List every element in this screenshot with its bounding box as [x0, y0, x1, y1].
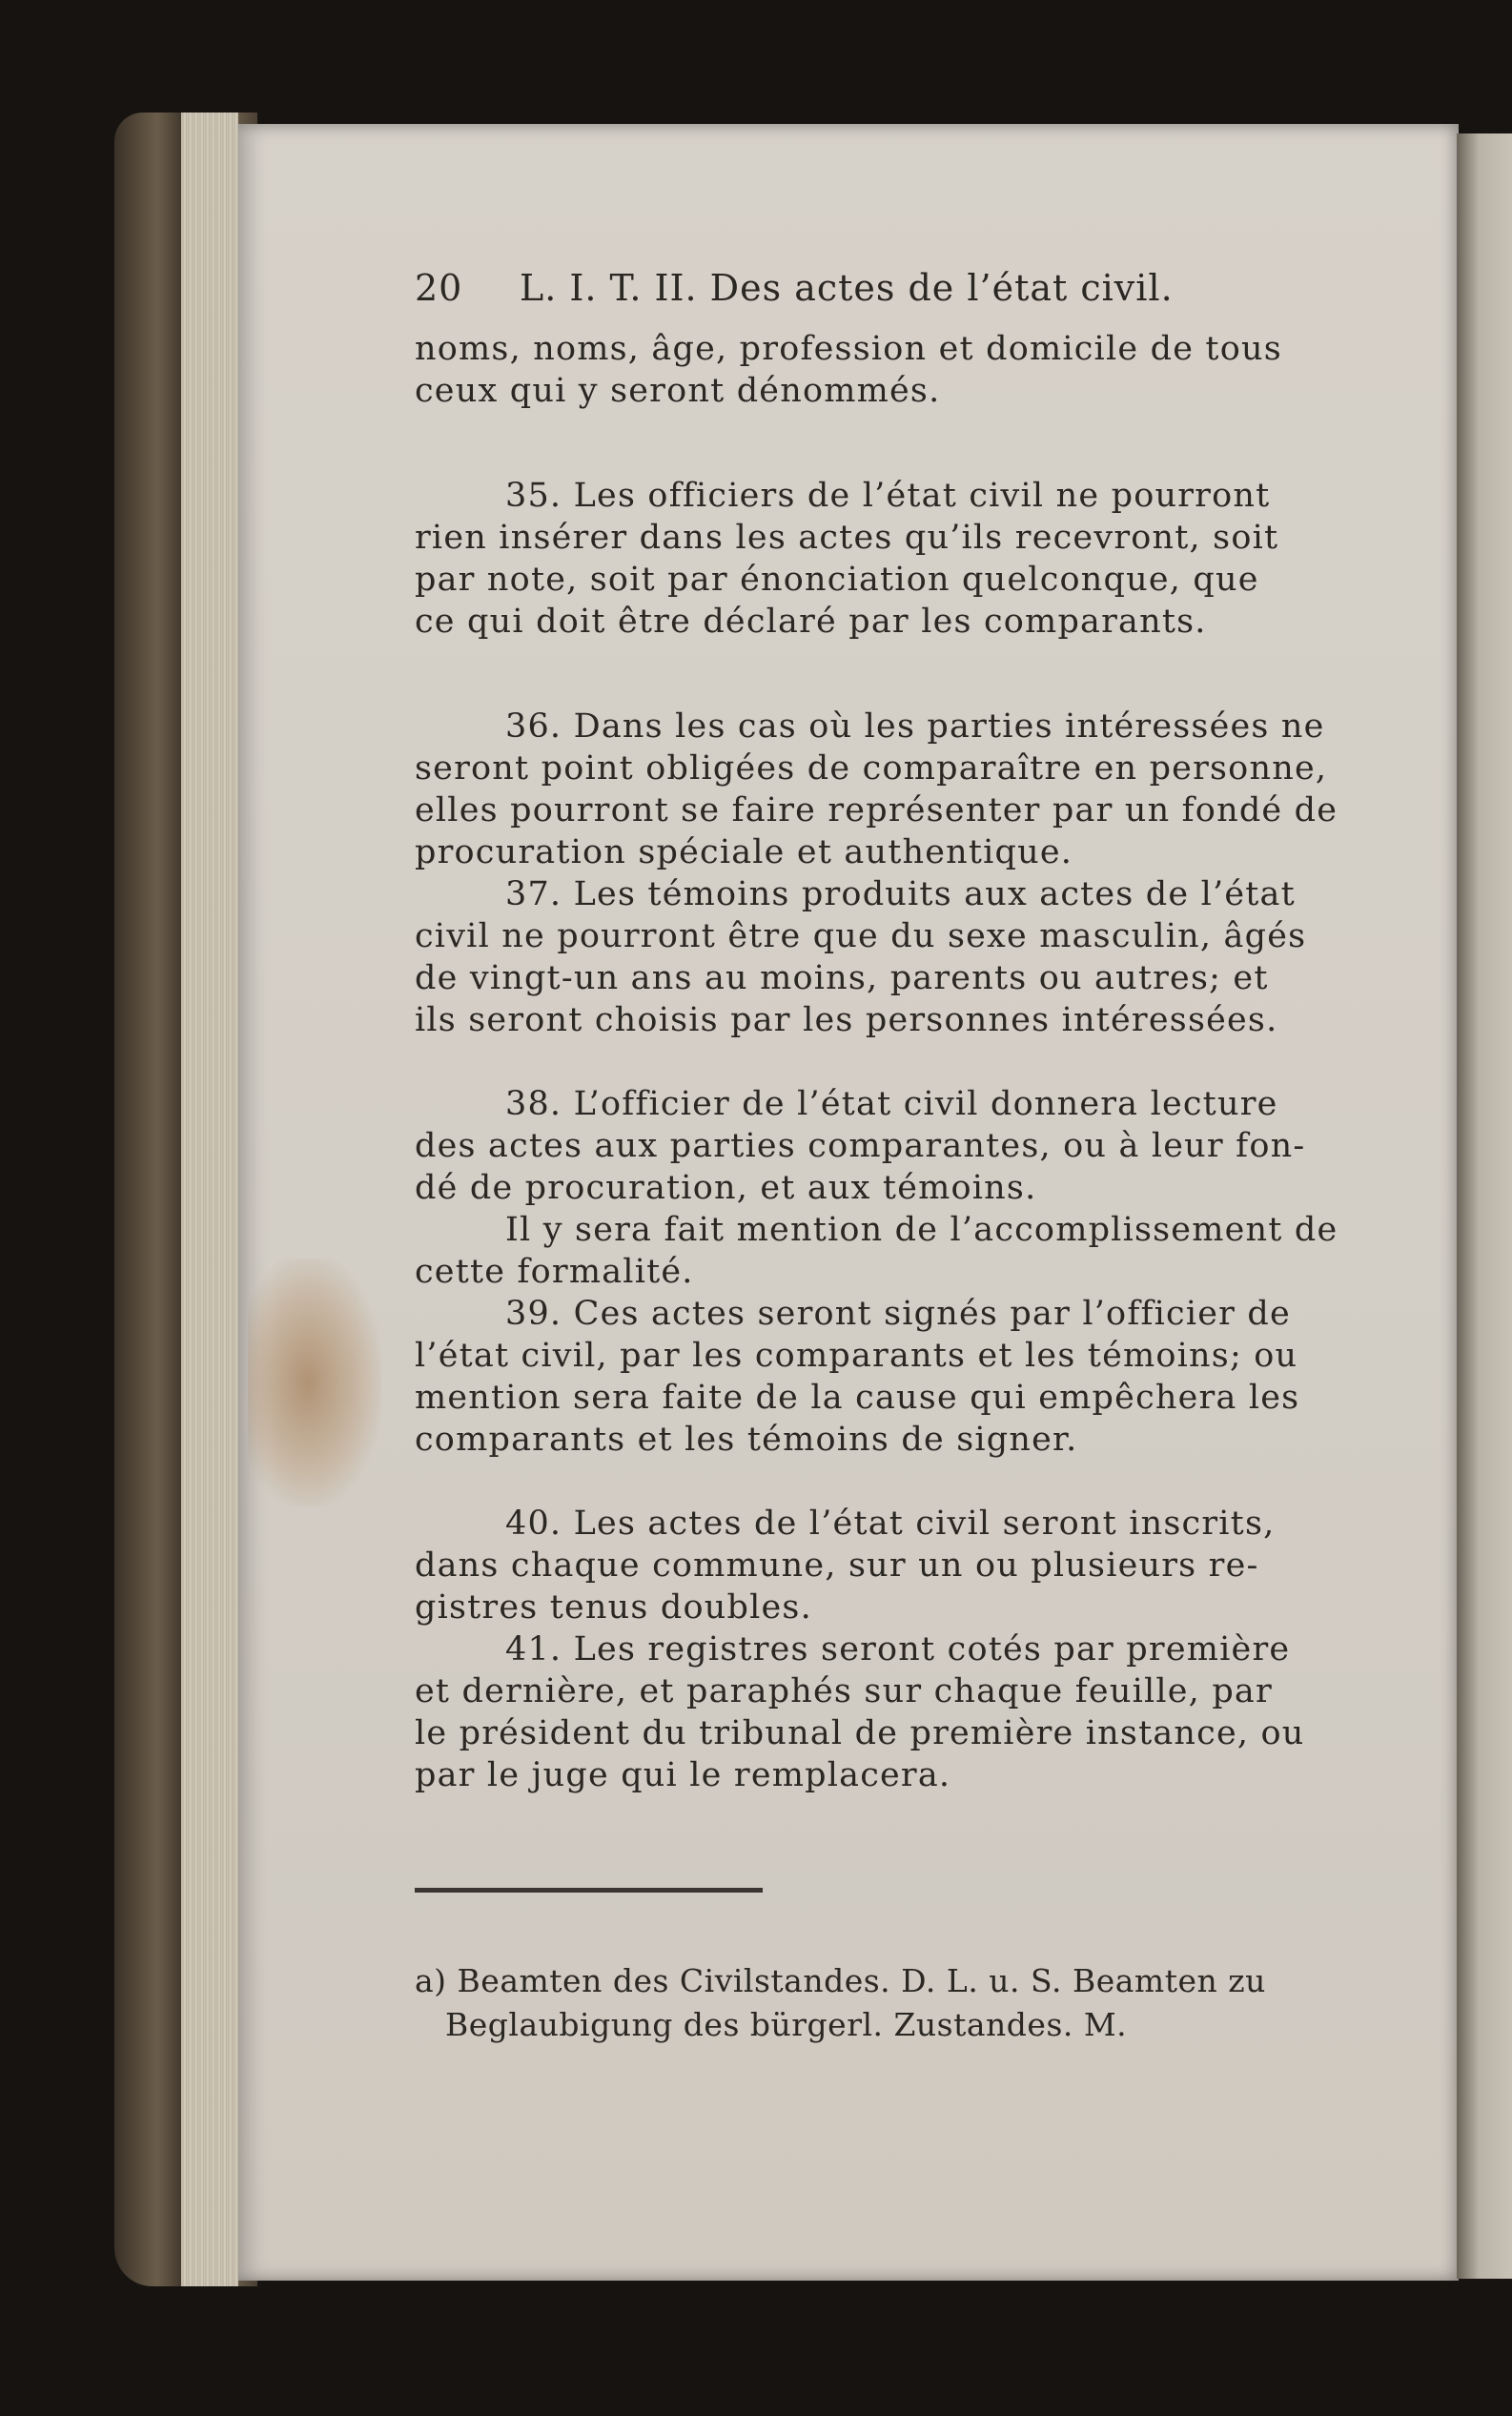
- page-text: [415, 267, 1378, 2047]
- footnote-rule: [415, 1888, 763, 1893]
- article-first-line: 36. Dans les cas où les parties intéressées ne: [505, 707, 1325, 746]
- text-line: elles pourront se faire représenter par un fondé de: [415, 791, 1338, 829]
- text-line: cette formalité.: [415, 1253, 694, 1291]
- text-line: l’état civil, par les comparants et les témoins; ou: [415, 1337, 1298, 1375]
- article-38-continued: [415, 1209, 1378, 1293]
- text-line: et dernière, et paraphés sur chaque feuille, par: [415, 1672, 1273, 1710]
- running-title: L. I. T. II. Des actes de l’état civil.: [520, 267, 1174, 309]
- facing-page-edge: [1457, 133, 1512, 2279]
- text-line: gistres tenus doubles.: [415, 1588, 812, 1627]
- text-line: ceux qui y seront dénommés.: [415, 372, 941, 410]
- text-line: de vingt-un ans au moins, parents ou autres; et: [415, 959, 1269, 997]
- running-header: [415, 267, 1378, 328]
- text-line: par note, soit par énonciation quelconque, que: [415, 561, 1259, 599]
- footnote: [415, 1959, 1378, 2047]
- article-first-line: 35. Les officiers de l’état civil ne pourront: [505, 477, 1271, 515]
- text-line: seront point obligées de comparaître en personne,: [415, 749, 1328, 788]
- continued-paragraph: [415, 328, 1378, 412]
- text-line: comparants et les témoins de signer.: [415, 1421, 1078, 1459]
- article-first-line: 41. Les registres seront cotés par première: [505, 1630, 1291, 1669]
- footnote-line: Beglaubigung des bürgerl. Zustandes. M.: [445, 2006, 1128, 2043]
- article-36: [415, 706, 1378, 873]
- article-41: [415, 1628, 1378, 1796]
- article-first-line: Il y sera fait mention de l’accomplissement de: [505, 1211, 1338, 1249]
- text-line: procuration spéciale et authentique.: [415, 833, 1073, 871]
- text-line: civil ne pourront être que du sexe masculin, âgés: [415, 917, 1307, 955]
- text-line: dans chaque commune, sur un ou plusieurs re-: [415, 1546, 1259, 1585]
- article-37: [415, 873, 1378, 1041]
- text-line: ce qui doit être déclaré par les comparants.: [415, 603, 1207, 641]
- page-number: 20: [415, 267, 463, 309]
- article-first-line: 37. Les témoins produits aux actes de l’état: [505, 875, 1296, 913]
- article-38: [415, 1083, 1378, 1209]
- page-edges: [181, 113, 238, 2286]
- article-35: [415, 475, 1378, 643]
- text-line: ils seront choisis par les personnes intéressées.: [415, 1001, 1278, 1039]
- text-line: rien insérer dans les actes qu’ils recevront, soit: [415, 519, 1279, 557]
- text-line: dé de procuration, et aux témoins.: [415, 1169, 1037, 1207]
- footnote-line: a) Beamten des Civilstandes. D. L. u. S. Beamten zu: [415, 1962, 1266, 1999]
- text-line: mention sera faite de la cause qui empêchera les: [415, 1379, 1300, 1417]
- article-39: [415, 1293, 1378, 1461]
- article-40: [415, 1503, 1378, 1628]
- text-line: par le juge qui le remplacera.: [415, 1756, 951, 1794]
- article-first-line: 40. Les actes de l’état civil seront inscrits,: [505, 1505, 1276, 1543]
- foxing-stain: [248, 1259, 381, 1506]
- article-first-line: 38. L’officier de l’état civil donnera lecture: [505, 1085, 1278, 1123]
- text-line: le président du tribunal de première instance, ou: [415, 1714, 1305, 1752]
- article-first-line: 39. Ces actes seront signés par l’officier de: [505, 1295, 1291, 1333]
- text-line: des actes aux parties comparantes, ou à leur fon-: [415, 1127, 1306, 1165]
- text-line: noms, noms, âge, profession et domicile de tous: [415, 330, 1282, 368]
